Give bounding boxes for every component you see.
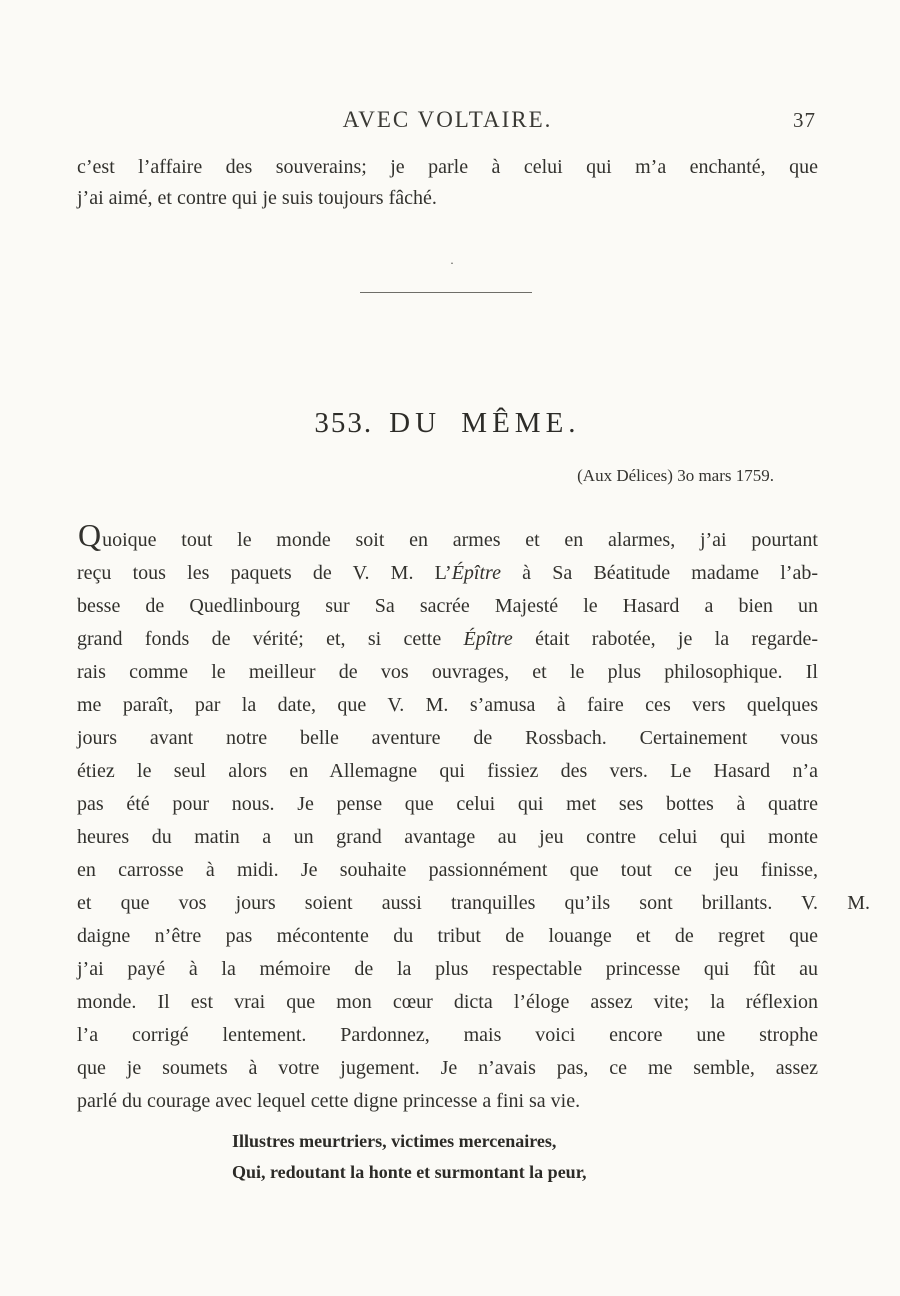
text-line xyxy=(77,519,818,557)
text-line xyxy=(77,755,818,788)
text-line xyxy=(232,1157,587,1188)
running-header xyxy=(77,107,818,133)
text-segment: à Sa Béatitude madame l’ab- xyxy=(500,562,818,584)
text-line xyxy=(77,557,818,590)
section-divider xyxy=(360,292,532,293)
letter-heading xyxy=(77,407,818,440)
text-line xyxy=(77,854,818,887)
text-segment: que je soumets à votre jugement. Je n’avais pas, ce me semble, assez xyxy=(77,1057,818,1079)
text-segment: besse de Quedlinbourg sur Sa sacrée Majesté le Hasard a bien un xyxy=(77,595,818,617)
text-line xyxy=(77,689,818,722)
text-segment: c’est l’affaire des souverains; je parle à celui qui m’a enchanté, que xyxy=(77,156,818,178)
text-segment: étiez le seul alors en Allemagne qui fissiez des vers. Le Hasard n’a xyxy=(77,760,818,782)
text-segment: grand fonds de vérité; et, si cette xyxy=(77,628,464,650)
verse-block xyxy=(232,1126,587,1188)
text-line xyxy=(77,722,818,755)
text-segment: et que vos jours soient aussi tranquilles qu’ils sont brillants. V. M. xyxy=(77,892,870,914)
text-segment: parlé du courage avec lequel cette digne princesse a fini sa vie. xyxy=(77,1090,581,1112)
italic-word: Épître xyxy=(463,628,513,650)
text-line xyxy=(77,1085,818,1118)
text-segment: uoique tout le monde soit en armes et en alarmes, j’ai pourtant xyxy=(102,529,818,551)
text-segment: Qui, redoutant la honte et surmontant la peur, xyxy=(232,1162,587,1182)
letter-dateline: (Aux Délices) 3o mars 1759. xyxy=(577,466,774,485)
text-line xyxy=(77,152,818,183)
text-line xyxy=(232,1126,587,1157)
page-number: 37 xyxy=(793,108,816,132)
text-segment: j’ai aimé, et contre qui je suis toujours fâché. xyxy=(77,187,437,209)
text-line xyxy=(77,623,818,656)
text-segment: daigne n’être pas mécontente du tribut de louange et de regret que xyxy=(77,925,818,947)
text-line xyxy=(77,183,818,214)
text-line xyxy=(77,953,818,986)
text-segment: heures du matin a un grand avantage au jeu contre celui qui monte xyxy=(77,826,818,848)
continuation-paragraph xyxy=(77,152,818,214)
text-segment: l’a corrigé lentement. Pardonnez, mais voici encore une strophe xyxy=(77,1024,818,1046)
text-line xyxy=(77,887,870,920)
text-segment: j’ai payé à la mémoire de la plus respectable princesse qui fût au xyxy=(77,958,818,980)
italic-word: Épître xyxy=(451,562,501,584)
text-segment: reçu tous les paquets de V. M. L’ xyxy=(77,562,452,584)
text-segment: en carrosse à midi. Je souhaite passionnément que tout ce jeu finisse, xyxy=(77,859,818,881)
letter-body xyxy=(77,517,870,1118)
separator-dot: . xyxy=(450,252,454,267)
text-segment: monde. Il est vrai que mon cœur dicta l’éloge assez vite; la réflexion xyxy=(77,991,818,1013)
text-segment: Illustres meurtriers, victimes mercenaires, xyxy=(232,1131,557,1151)
letter-title: DU MÊME. xyxy=(389,407,581,439)
text-line xyxy=(77,656,818,689)
text-segment: pas été pour nous. Je pense que celui qui met ses bottes à quatre xyxy=(77,793,818,815)
text-segment: était rabotée, je la regarde- xyxy=(512,628,819,650)
text-line xyxy=(77,1019,818,1052)
text-line xyxy=(77,1052,818,1085)
text-segment: rais comme le meilleur de vos ouvrages, et le plus philosophique. Il xyxy=(77,661,818,683)
text-segment: jours avant notre belle aventure de Rossbach. Certainement vous xyxy=(77,727,818,749)
drop-cap: Q xyxy=(78,517,103,553)
text-line xyxy=(77,590,818,623)
text-line xyxy=(77,920,818,953)
text-line xyxy=(77,821,818,854)
text-line xyxy=(77,788,818,821)
running-title: AVEC VOLTAIRE. xyxy=(342,107,553,132)
text-segment: me paraît, par la date, que V. M. s’amusa à faire ces vers quelques xyxy=(77,694,818,716)
letter-number: 353. xyxy=(314,407,374,439)
text-line xyxy=(77,986,818,1019)
